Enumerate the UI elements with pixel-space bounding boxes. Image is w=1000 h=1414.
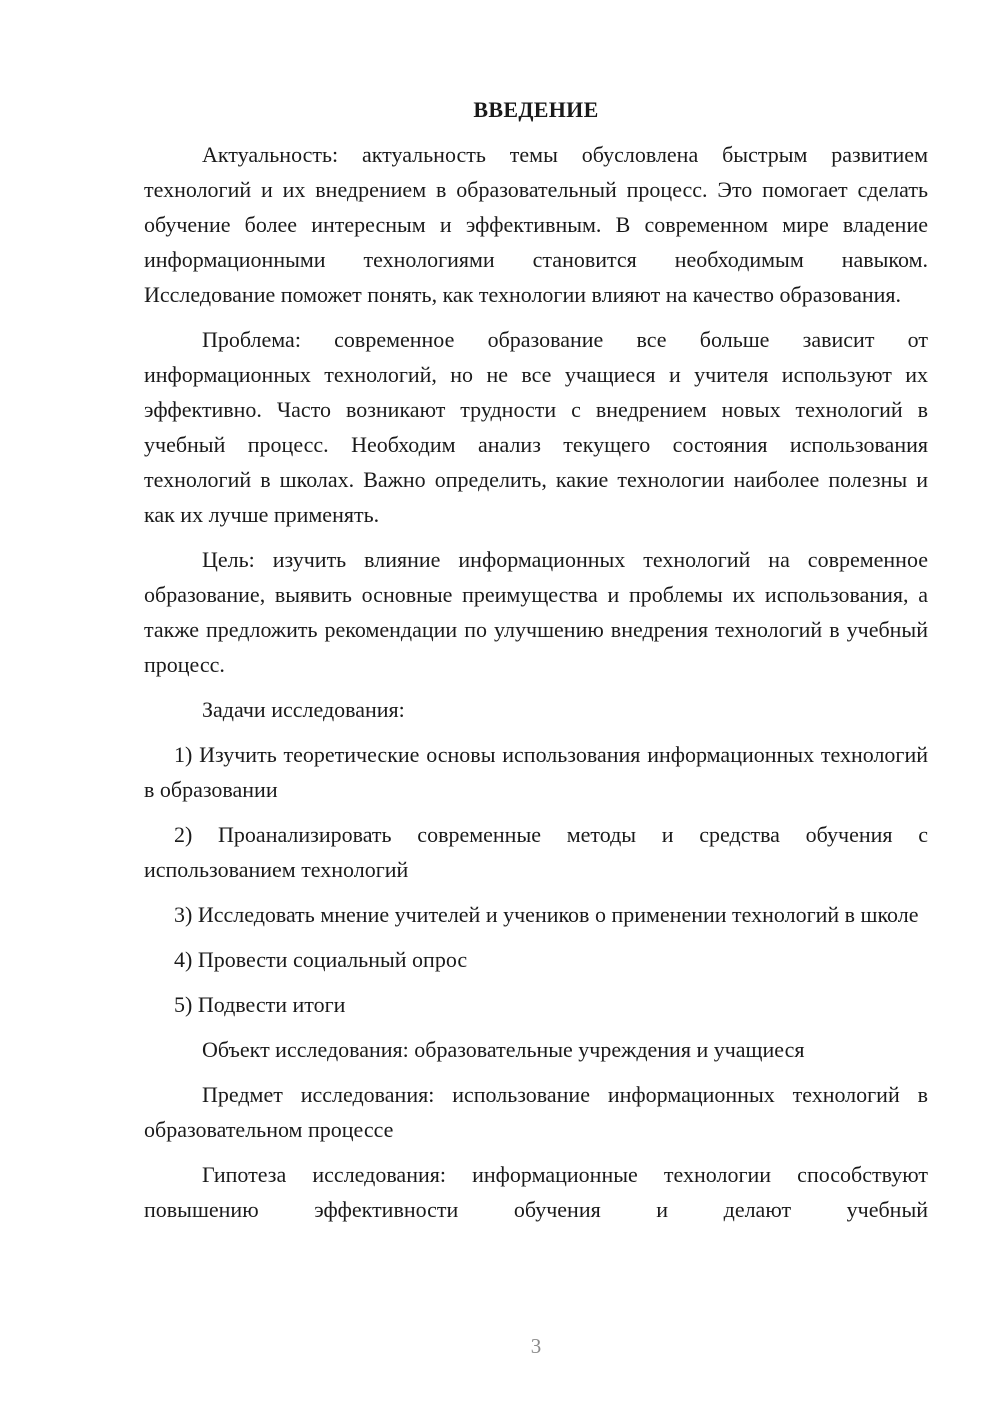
- relevance-paragraph: Актуальность: актуальность темы обусловлена быстрым развитием технологий и их внедрением в образовательный процесс. Это помогает сделать обучение более интересным и эффективным. В современном мире владение информационными технологиями становится необходимым навыком. Исследование поможет понять, как технологии влияют на качество образования.: [144, 142, 928, 307]
- problem-paragraph: Проблема: современное образование все больше зависит от информационных технологий, но не все учащиеся и учителя используют их эффективно. Часто возникают трудности с внедрением новых технологий в учебный процесс. Необходим анализ текущего состояния использования технологий в школах. Важно определить, какие технологии наиболее полезны и как их лучше применять.: [144, 327, 928, 527]
- task-item-3: 3) Исследовать мнение учителей и учеников о применении технологий в школе: [174, 902, 919, 927]
- task-item-4: 4) Провести социальный опрос: [174, 947, 468, 972]
- tasks-title: Задачи исследования:: [202, 697, 405, 722]
- task-item-1: 1) Изучить теоретические основы использования информационных технологий в образовании: [144, 742, 928, 802]
- subject-paragraph: Предмет исследования: использование информационных технологий в образовательном процессе: [144, 1082, 928, 1142]
- page-body: [144, 92, 928, 1237]
- hypothesis-paragraph: Гипотеза исследования: информационные технологии способствуют повышению эффективности обучения и делают учебный: [144, 1162, 928, 1222]
- task-item-2: 2) Проанализировать современные методы и средства обучения с использованием технологий: [144, 822, 928, 882]
- page-number: 3: [530, 1334, 542, 1358]
- section-heading: ВВЕДЕНИЕ: [473, 97, 599, 122]
- task-item-5: 5) Подвести итоги: [174, 992, 346, 1017]
- object-paragraph: Объект исследования: образовательные учреждения и учащиеся: [202, 1037, 805, 1062]
- goal-paragraph: Цель: изучить влияние информационных технологий на современное образование, выявить основные преимущества и проблемы их использования, а также предложить рекомендации по улучшению внедрения технологий в учебный процесс.: [144, 547, 928, 677]
